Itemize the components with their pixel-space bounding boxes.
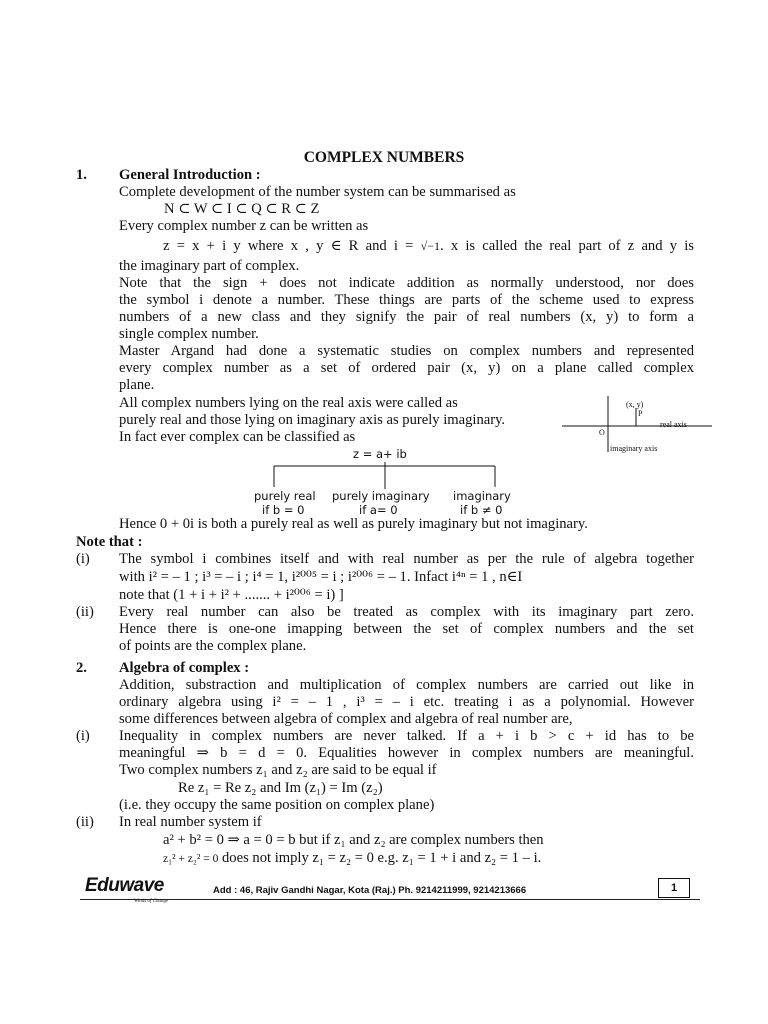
section-heading-2: Algebra of complex : bbox=[119, 660, 250, 676]
paragraph: note that (1 + i + i² + ....... + i²⁰⁰⁶ = i) ] bbox=[119, 587, 344, 603]
point-p-label: P bbox=[638, 409, 643, 418]
origin-label: O bbox=[599, 428, 605, 437]
paragraph: The symbol i combines itself and with real number as per the rule of algebra together bbox=[119, 551, 694, 567]
tree-condition: if b = 0 bbox=[262, 503, 305, 517]
paragraph: purely real and those lying on imaginary axis as purely imaginary. bbox=[119, 412, 506, 428]
tree-root: z = a+ ib bbox=[353, 447, 407, 461]
logo-tagline: Winds of Change bbox=[134, 899, 169, 904]
paragraph: the imaginary part of complex. bbox=[119, 258, 300, 274]
paragraph: every complex number as a set of ordered pair (x, y) on a plane called complex bbox=[119, 360, 694, 376]
paragraph: In real number system if bbox=[119, 814, 262, 830]
definition-line bbox=[163, 238, 694, 255]
tree-condition: if a= 0 bbox=[359, 503, 398, 517]
page-number: 1 bbox=[658, 878, 690, 898]
eduwave-logo: Eduwave bbox=[85, 875, 164, 896]
paragraph: Master Argand had done a systematic studies on complex numbers and represented bbox=[119, 343, 694, 359]
radical-expression: √−1 bbox=[420, 239, 440, 253]
number-chain: N ⊂ W ⊂ I ⊂ Q ⊂ R ⊂ Z bbox=[164, 201, 320, 217]
item-number: (ii) bbox=[76, 814, 94, 830]
page-footer bbox=[80, 875, 700, 903]
example-text: does not imply z₁ = z₂ = 0 e.g. z₁ = 1 + i and z₂ = 1 – i. bbox=[218, 850, 542, 866]
section-number-2: 2. bbox=[76, 660, 87, 676]
paragraph: the symbol i denote a number. These things are parts of the scheme used to express bbox=[119, 292, 694, 308]
page-title: COMPLEX NUMBERS bbox=[303, 149, 465, 166]
tree-leaf-imaginary: imaginary bbox=[453, 489, 511, 503]
paragraph: Note that the sign + does not indicate addition as normally understood, nor does bbox=[119, 275, 694, 291]
item-number: (i) bbox=[76, 551, 90, 567]
paragraph: Hence 0 + 0i is both a purely real as well as purely imaginary but not imaginary. bbox=[119, 516, 588, 532]
paragraph: with i² = – 1 ; i³ = – i ; i⁴ = 1, i²⁰⁰⁵ = i ; i²⁰⁰⁶ = – 1. Infact i⁴ⁿ = 1 , n∈I bbox=[119, 569, 523, 585]
tree-leaf-purely-imaginary: purely imaginary bbox=[332, 489, 430, 503]
item-number: (ii) bbox=[76, 604, 94, 620]
paragraph: Addition, substraction and multiplication of complex numbers are carried out like in bbox=[119, 677, 694, 693]
paragraph: Every complex number z can be written as bbox=[119, 218, 369, 234]
paragraph: meaningful ⇒ b = d = 0. Equalities however in complex numbers are meaningful. bbox=[119, 745, 694, 761]
definition-text: z = x + i y where x , y ∈ R and i = bbox=[163, 238, 421, 254]
paragraph: Complete development of the number system can be summarised as bbox=[119, 184, 516, 200]
item-number: (i) bbox=[76, 728, 90, 744]
paragraph: plane. bbox=[119, 377, 155, 393]
note-heading: Note that : bbox=[76, 534, 143, 550]
paragraph: Inequality in complex numbers are never talked. If a + i b > c + id has to be bbox=[119, 728, 694, 744]
tree-leaf-purely-real: purely real bbox=[254, 489, 316, 503]
paragraph: In fact ever complex can be classified as bbox=[119, 429, 356, 445]
paragraph: single complex number. bbox=[119, 326, 259, 342]
imaginary-axis-label: imaginary axis bbox=[610, 444, 658, 453]
section-number-1: 1. bbox=[76, 167, 87, 183]
example-line bbox=[163, 850, 541, 868]
paragraph: Every real number can also be treated as complex with its imaginary part zero. bbox=[119, 604, 694, 620]
paragraph: numbers of a new class and they signify the pair of real numbers (x, y) to form a bbox=[119, 309, 694, 325]
equality-condition: Re z₁ = Re z₂ and Im (z₁) = Im (z₂) bbox=[178, 780, 383, 796]
paragraph: of points are the complex plane. bbox=[119, 638, 307, 654]
paragraph: Two complex numbers z₁ and z₂ are said to be equal if bbox=[119, 762, 437, 778]
section-heading-1: General Introduction : bbox=[119, 167, 261, 183]
paragraph: ordinary algebra using i² = – 1 , i³ = – i etc. treating i as a polynomial. However bbox=[119, 694, 694, 710]
point-label: (x, y) bbox=[626, 400, 644, 409]
real-axis-label: real axis bbox=[660, 420, 687, 429]
tree-condition: if b ≠ 0 bbox=[460, 503, 503, 517]
paragraph: All complex numbers lying on the real axis were called as bbox=[119, 395, 458, 411]
paragraph: a² + b² = 0 ⇒ a = 0 = b but if z₁ and z₂ are complex numbers then bbox=[163, 832, 544, 848]
footer-rule bbox=[80, 899, 700, 900]
paragraph: (i.e. they occupy the same position on complex plane) bbox=[119, 797, 435, 813]
definition-text: . x is called the real part of z and y is bbox=[439, 238, 694, 254]
paragraph: some differences between algebra of complex and algebra of real number are, bbox=[119, 711, 573, 727]
paragraph: Hence there is one-one imapping between the set of complex numbers and the set bbox=[119, 621, 694, 637]
argand-diagram bbox=[562, 396, 712, 456]
footer-address: Add : 46, Rajiv Gandhi Nagar, Kota (Raj.) Ph. 9214211999, 9214213666 bbox=[213, 885, 527, 896]
small-equation: z₁² + z₂² = 0 bbox=[163, 853, 219, 865]
classification-tree bbox=[245, 447, 525, 522]
